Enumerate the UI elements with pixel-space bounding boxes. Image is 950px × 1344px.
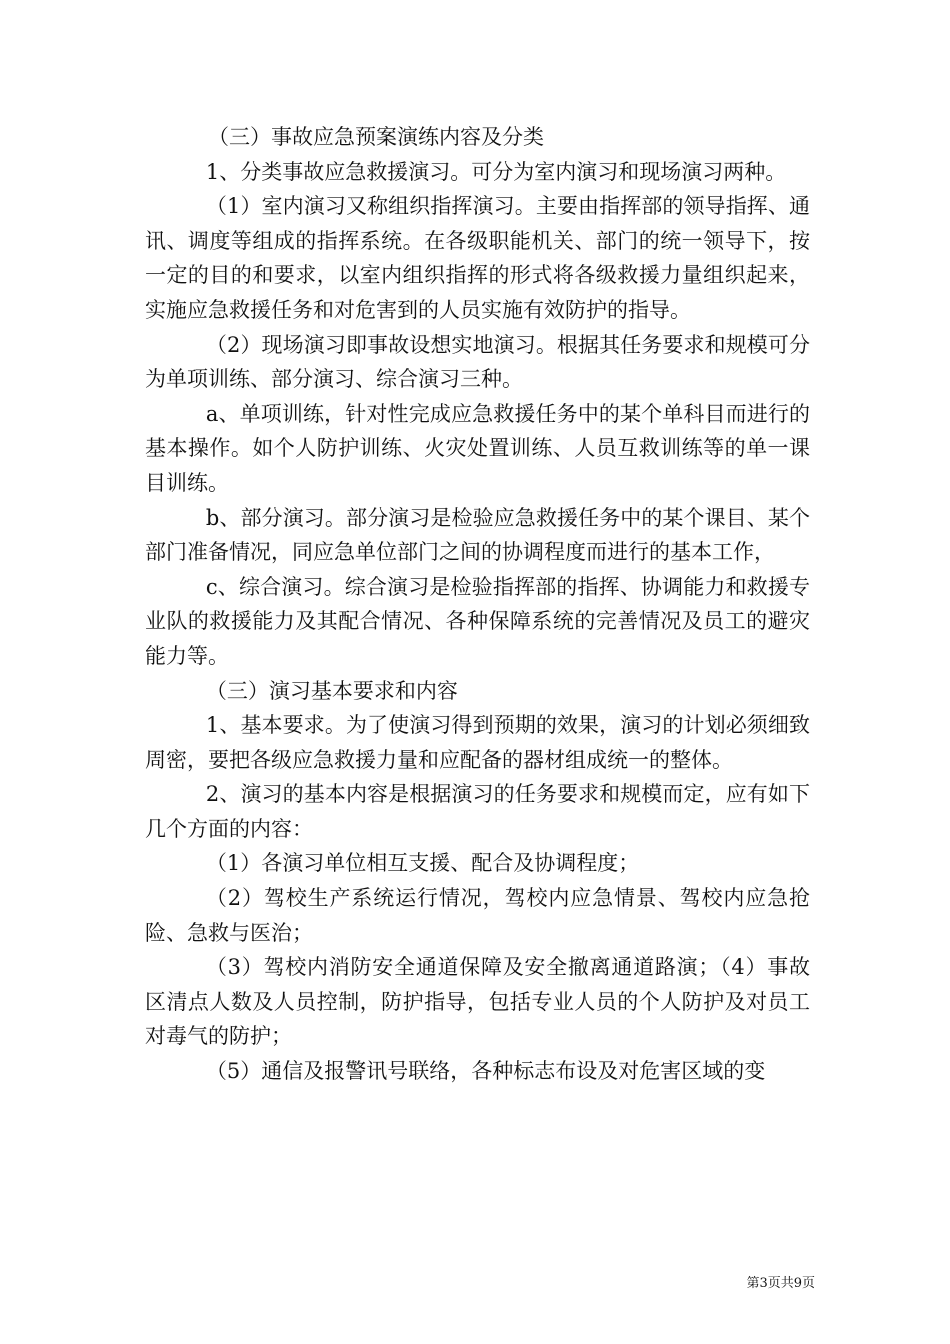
paragraph-comprehensive-drill: c、综合演习。综合演习是检验指挥部的指挥、协调能力和救援专业队的救援能力及其配合情况、各种保障系统的完善情况及员工的避灾能力等。 — [145, 574, 810, 668]
section-heading-drill-requirements: （三）演习基本要求和内容 — [205, 678, 458, 703]
page-number-footer: 第3页共9页 — [746, 1276, 815, 1291]
paragraph-single-training: a、单项训练，针对性完成应急救援任务中的某个单科目而进行的基本操作。如个人防护训练、火灾处置训练、人员互救训练等的单一课目训练。 — [145, 401, 810, 495]
paragraph-drill-types: 1、分类事故应急救援演习。可分为室内演习和现场演习两种。 — [205, 159, 787, 184]
paragraph-basic-content: 2、演习的基本内容是根据演习的任务要求和规模而定，应有如下几个方面的内容： — [145, 782, 810, 841]
list-item-3-4: （3）驾校内消防安全通道保障及安全撤离通道路演；（4）事故区清点人数及人员控制，防护指导，包括专业人员的个人防护及对员工对毒气的防护； — [145, 955, 810, 1049]
list-item-1: （1）各演习单位相互支援、配合及协调程度； — [205, 851, 640, 876]
paragraph-partial-drill: b、部分演习。部分演习是检验应急救援任务中的某个课目、某个部门准备情况，同应急单位部门之间的协调程度而进行的基本工作， — [145, 505, 810, 565]
section-heading-drill-content: （三）事故应急预案演练内容及分类 — [208, 125, 544, 149]
list-item-5: （5）通信及报警讯号联络，各种标志布设及对危害区域的变 — [205, 1059, 766, 1084]
document-body — [145, 120, 810, 1089]
paragraph-indoor-drill: （1）室内演习又称组织指挥演习。主要由指挥部的领导指挥、通讯、调度等组成的指挥系统。在各级职能机关、部门的统一领导下，按一定的目的和要求，以室内组织指挥的形式将各级救援力量组织起来，实施应急救援任务和对危害到的人员实施有效防护的指导。 — [145, 194, 810, 322]
paragraph-basic-requirements: 1、基本要求。为了使演习得到预期的效果，演习的计划必须细致周密，要把各级应急救援力量和应配备的器材组成统一的整体。 — [145, 713, 810, 772]
paragraph-field-drill: （2）现场演习即事故设想实地演习。根据其任务要求和规模可分为单项训练、部分演习、综合演习三种。 — [145, 332, 810, 392]
list-item-2: （2）驾校生产系统运行情况，驾校内应急情景、驾校内应急抢险、急救与医治； — [145, 886, 810, 945]
